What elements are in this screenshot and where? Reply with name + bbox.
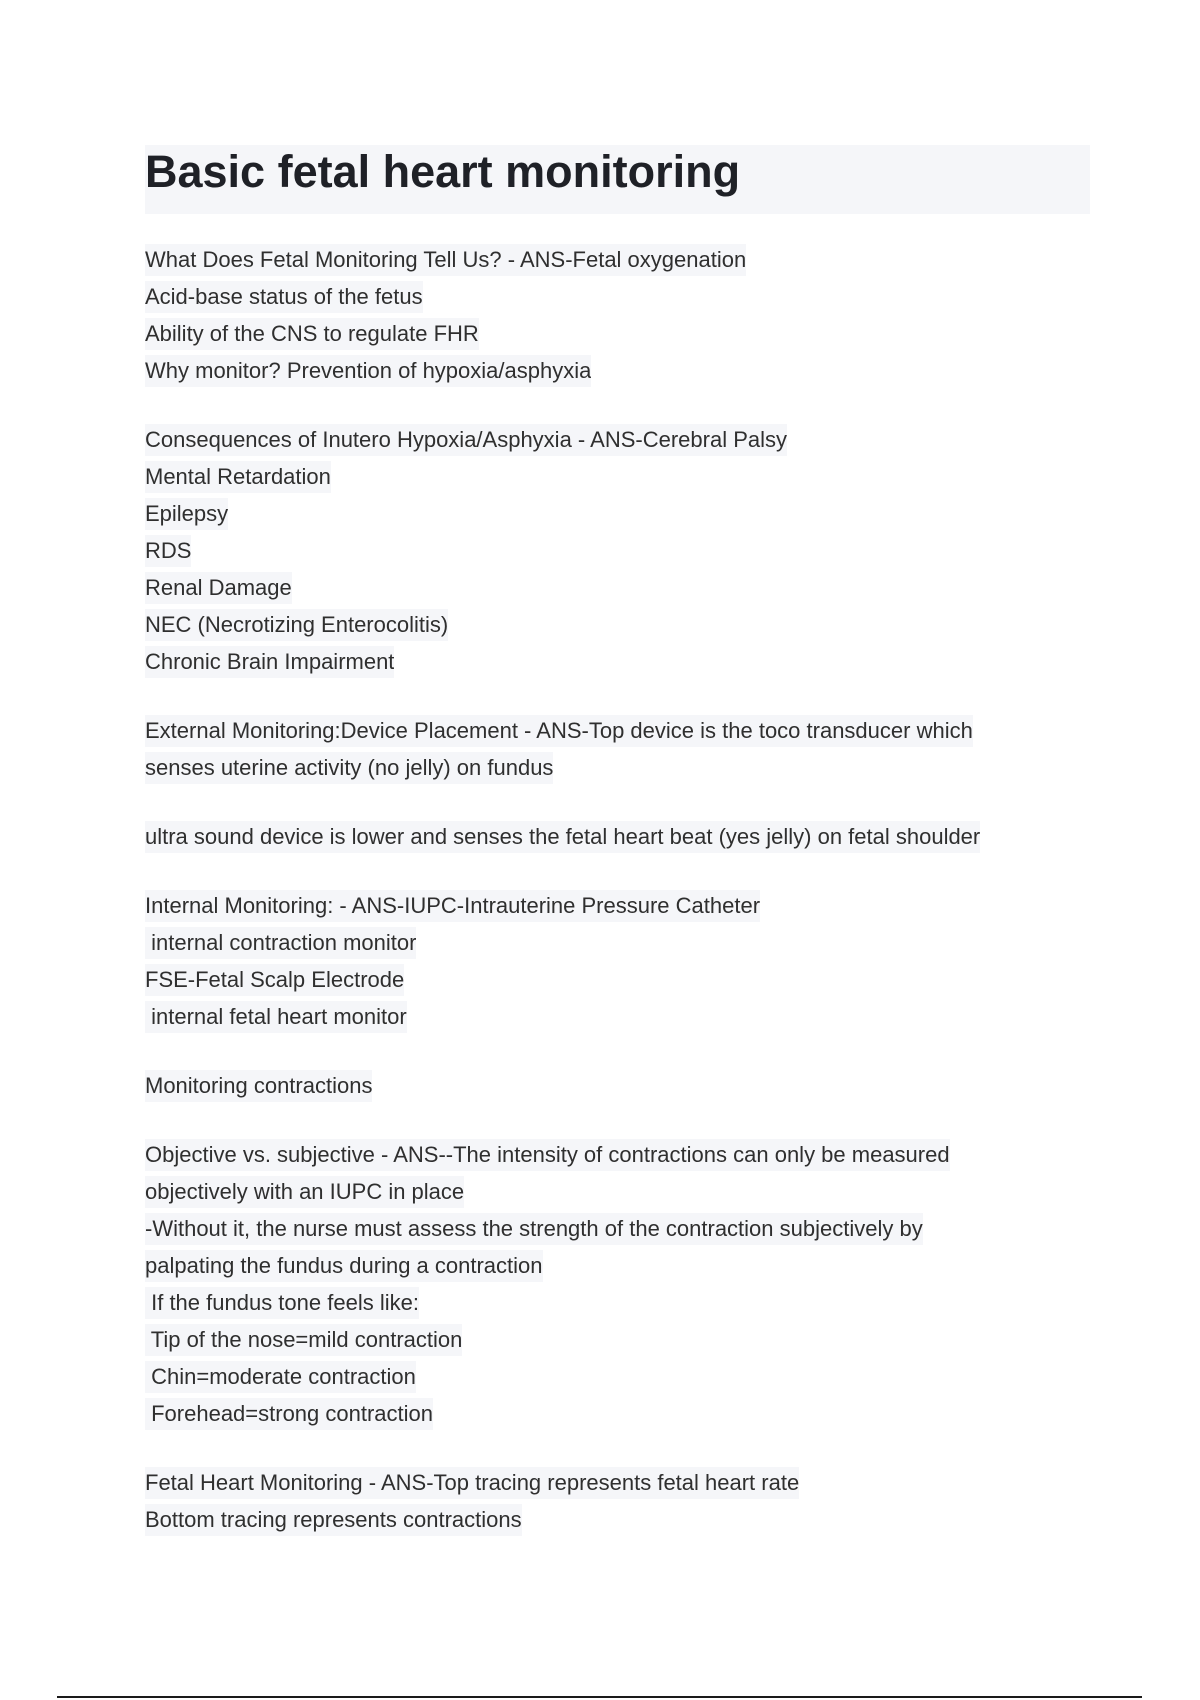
card-line: ultra sound device is lower and senses the fetal heart beat (yes jelly) on fetal shoulder: [145, 821, 980, 853]
card-line: Objective vs. subjective - ANS--The intensity of contractions can only be measured: [145, 1139, 950, 1171]
card-line: Acid-base status of the fetus: [145, 281, 423, 313]
card-line: objectively with an IUPC in place: [145, 1176, 464, 1208]
flashcard: [145, 821, 1090, 858]
flashcard: [145, 424, 1090, 683]
card-line: FSE-Fetal Scalp Electrode: [145, 964, 404, 996]
card-line: internal contraction monitor: [145, 927, 416, 959]
flashcard: [145, 244, 1090, 392]
card-line: -Without it, the nurse must assess the strength of the contraction subjectively by: [145, 1213, 923, 1245]
page-bottom-rule: [57, 1696, 1142, 1698]
card-line: Internal Monitoring: - ANS-IUPC-Intrauterine Pressure Catheter: [145, 890, 760, 922]
card-line: Forehead=strong contraction: [145, 1398, 433, 1430]
card-line: Mental Retardation: [145, 461, 331, 493]
flashcard: [145, 1070, 1090, 1107]
card-line: RDS: [145, 535, 191, 567]
card-line: What Does Fetal Monitoring Tell Us? - ANS-Fetal oxygenation: [145, 244, 746, 276]
card-line: Consequences of Inutero Hypoxia/Asphyxia - ANS-Cerebral Palsy: [145, 424, 787, 456]
card-line: Ability of the CNS to regulate FHR: [145, 318, 479, 350]
document-title: Basic fetal heart monitoring: [145, 146, 741, 197]
title-bar: [145, 145, 1090, 214]
flashcard: [145, 1467, 1090, 1541]
card-line: Epilepsy: [145, 498, 228, 530]
card-line: Bottom tracing represents contractions: [145, 1504, 522, 1536]
card-line: palpating the fundus during a contraction: [145, 1250, 543, 1282]
card-line: Tip of the nose=mild contraction: [145, 1324, 462, 1356]
card-line: If the fundus tone feels like:: [145, 1287, 419, 1319]
card-line: internal fetal heart monitor: [145, 1001, 407, 1033]
flashcard: [145, 890, 1090, 1038]
card-line: Fetal Heart Monitoring - ANS-Top tracing represents fetal heart rate: [145, 1467, 799, 1499]
card-line: Why monitor? Prevention of hypoxia/asphyxia: [145, 355, 591, 387]
card-line: External Monitoring:Device Placement - ANS-Top device is the toco transducer which: [145, 715, 973, 747]
flashcard: [145, 715, 1090, 789]
card-line: Chin=moderate contraction: [145, 1361, 416, 1393]
card-line: Chronic Brain Impairment: [145, 646, 394, 678]
card-line: Renal Damage: [145, 572, 292, 604]
flashcard-list: [145, 244, 1090, 1573]
card-line: Monitoring contractions: [145, 1070, 372, 1102]
card-line: senses uterine activity (no jelly) on fundus: [145, 752, 553, 784]
card-line: NEC (Necrotizing Enterocolitis): [145, 609, 448, 641]
flashcard: [145, 1139, 1090, 1435]
